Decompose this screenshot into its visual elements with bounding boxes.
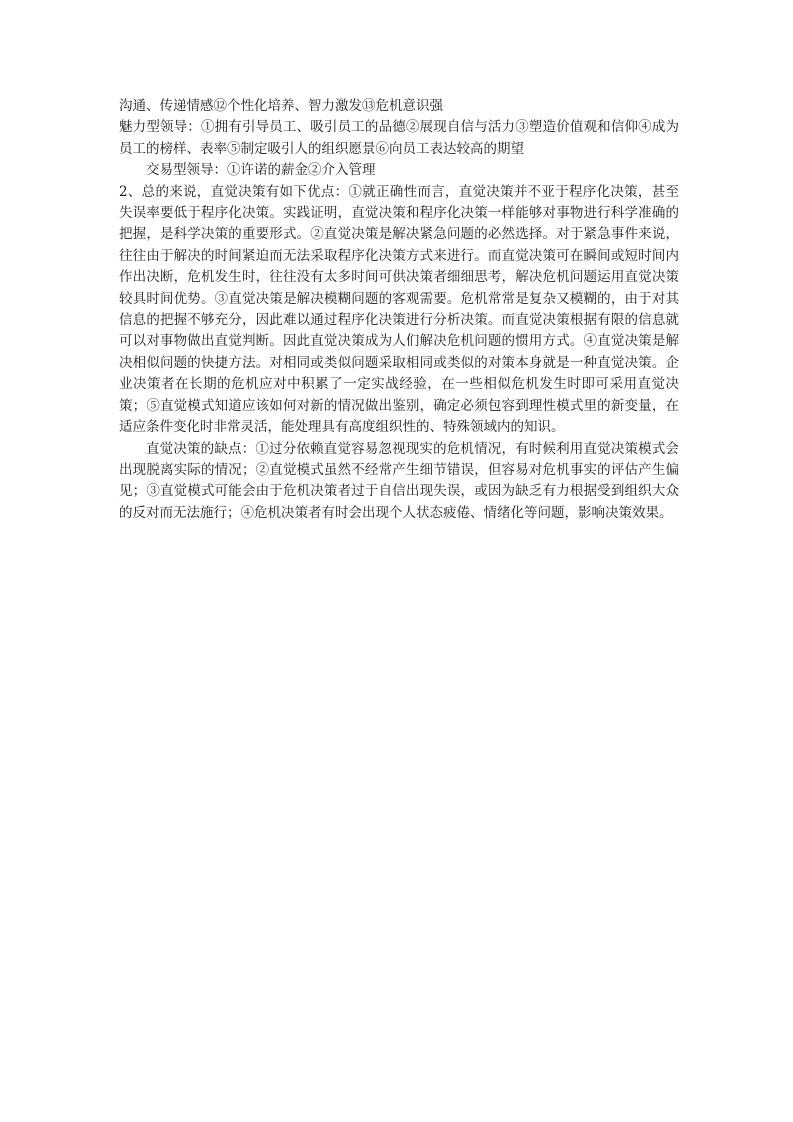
paragraph-intuitive-decision-disadvantages: 直觉决策的缺点：①过分依赖直觉容易忽视现实的危机情况，有时候利用直觉决策模式会出现脱离实际的情况；②直觉模式虽然不经常产生细节错误，但容易对危机事实的评估产生偏见；③直觉模式可能会由于危机决策者过于自信出现失误，或因为缺乏有力根据受到组织大众的反对而无法施行；④危机决策者有时会出现个人状态疲倦、情绪化等问题，影响决策效果。	[119, 440, 679, 521]
paragraph-transactional-leadership: 交易型领导：①许诺的薪金②介入管理	[146, 162, 376, 179]
paragraph-communication-continuation: 沟通、传递情感⑫个性化培养、智力激发⑬危机意识强	[119, 98, 443, 114]
paragraph-charismatic-leadership: 魅力型领导：①拥有引导员工、吸引员工的品德②展现自信与活力③塑造价值观和信仰④成为员工的榜样、表率⑤制定吸引人的组织愿景⑥向员工表达较高的期望	[119, 119, 679, 157]
document-body	[119, 96, 679, 524]
paragraph-intuitive-decision-advantages: 2、总的来说，直觉决策有如下优点：①就正确性而言，直觉决策并不亚于程序化决策，甚至失误率要低于程序化决策。实践证明，直觉决策和程序化决策一样能够对事物进行科学准确的把握，是科学决策的重要形式。②直觉决策是解决紧急问题的必然选择。对于紧急事件来说，往往由于解决的时间紧迫而无法采取程序化决策方式来进行。而直觉决策可在瞬间或短时间内作出决断，危机发生时，往往没有太多时间可供决策者细细思考，解决危机问题运用直觉决策较具时间优势。③直觉决策是解决模糊问题的客观需要。危机常常是复杂又模糊的，由于对其信息的把握不够充分，因此难以通过程序化决策进行分析决策。而直觉决策根据有限的信息就可以对事物做出直觉判断。因此直觉决策成为人们解决危机问题的惯用方式。④直觉决策是解决相似问题的快捷方法。对相同或类似问题采取相同或类似的对策本身就是一种直觉决策。企业决策者在长期的危机应对中积累了一定实战经验，在一些相似危机发生时即可采用直觉决策；⑤直觉模式知道应该如何对新的情况做出鉴别，确定必须包容到理性模式里的新变量，在适应条件变化时非常灵活，能处理具有高度组织性的、特殊领域内的知识。	[119, 183, 679, 436]
